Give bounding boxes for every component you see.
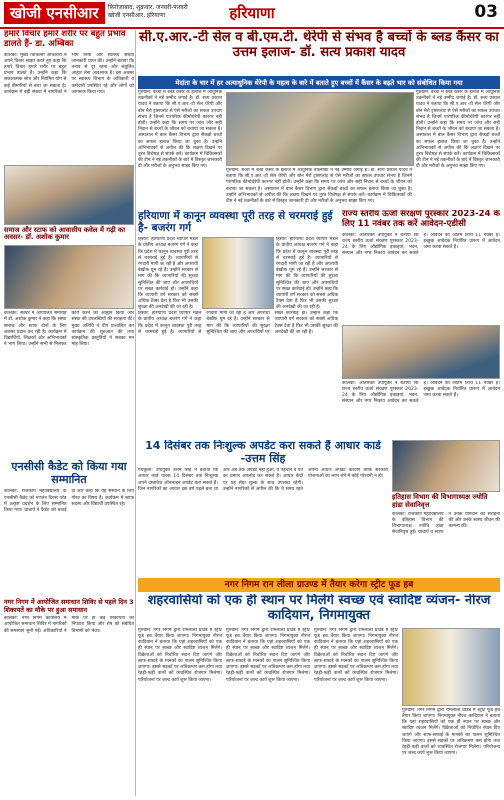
article-headline: नगर निगम में आयोजित समाधान शिविर से पहले दिन 3 शिकायतें का मौके पर हुआ समाधान xyxy=(4,598,134,614)
article-body: कालका: सेक्टर में आयोजित समारोह में डॉ. अशोक कुमार ने कहा कि संस्था समाज और स्टाफ दोनों के लिए अवसर प्रदान कर रही है। कार्यक्रम में विद्यार्थियों, शिक्षकों और अभिभावकों ने भाग लिया। उन्होंने सभी से मिलकर कार्य करने का आह्वान किया और संस्था की उपलब्धियों की सराहना की। मुख्य अतिथि ने दीप प्रज्वलित कर कार्यक्रम की शुरुआत की तथा सांस्कृतिक प्रस्तुतियों ने सबका मन मोह लिया। xyxy=(4,311,134,348)
article-body: कालका: अतिरिक्त उपायुक्त ने बताया कि राज्य स्तरीय ऊर्जा संरक्षण पुरस्कार 2023-24 के लिए औद्योगिक इकाइयां, भवन, संस्थान और नगर निकाय आवेदन कर सकते हैं। आवेदन की अंतिम तिथि 11 नवंबर है। इच्छुक आवेदक निर्धारित प्रारूप में आवेदन जमा करवा सकते हैं। xyxy=(342,380,500,405)
article-body: हिसार: हरियाणा प्रदेश व्यापार मंडल के प्रांतीय अध्यक्ष बजरंग गर्ग ने कहा कि प्रदेश में कानून व्यवस्था पूरी तरह से चरमराई हुई है। व्यापारियों से रंगदारी मांगी जा रही है और अपराधी बेखौफ घूम रहे हैं। उन्होंने सरकार से मांग की कि व्यापारियों की सुरक्षा सुनिश्चित की जाए और अपराधियों पर सख्त कार्रवाई हो। उन्होंने कहा कि व्यापारी वर्ग सरकार को सबसे अधिक टैक्स देता है फिर भी उसकी सुरक्षा की अनदेखी की जा रही है। xyxy=(276,237,338,311)
article-body: कालका: राजकीय महाविद्यालय के इतिहास विभाग की विभागाध्यक्ष ज्योति हांडा सेवानिवृत्त हुईं। प्राचार्य व स्टाफ ने उनके योगदान की सराहना की और उनके स्वस्थ जीवन की कामना की। xyxy=(392,511,500,536)
story-law-order xyxy=(138,210,338,438)
article-headline: इतिहास विभाग की विभागाध्यक्ष ज्योति हांडा सेवानिवृत्त xyxy=(392,493,488,509)
food-hub-photo xyxy=(402,628,500,706)
section-title: हरियाणा xyxy=(229,4,275,22)
article-body: कालका: नगर निगम कार्यालय में आयोजित समाधान शिविर में नागरिकों की समस्याएं सुनी गईं। अधिकारियों ने मौके पर ही कई शिकायतों का निपटारा किया और शेष को संबंधित विभागों को भेजा। xyxy=(4,616,134,634)
top-story-headline-block xyxy=(138,30,500,76)
article-body: गुरुग्राम: बच्चों में ब्लड कैंसर के इलाज में आधुनिक तकनीकों ने नई उम्मीद जगाई है। डॉ. सत्य प्रकाश यादव ने बताया कि सी.ए.आर.-टी सेल थेरेपी और बोन मैरो ट्रांसप्लांट से ऐसे मरीजों का सफल उपचार संभव है जिनमें पारंपरिक कीमोथेरेपी कारगर नहीं होती। उन्होंने कहा कि समय पर जांच और सही निदान से बच्चों के जीवन को बचाया जा सकता है। अस्पताल में बाल कैंसर विभाग द्वारा सैकड़ों बच्चों का सफल इलाज किया जा चुका है। उन्होंने अभिभावकों से अपील की कि लक्षण दिखने पर तुरंत विशेषज्ञ से संपर्क करें। कार्यक्रम में चिकित्सकों की टीम ने नई तकनीकों के बारे में विस्तृत जानकारी दी और मरीजों के अनुभव साझा किए गए। xyxy=(138,90,222,170)
article-body: हिसार: हरियाणा प्रदेश व्यापार मंडल के प्रांतीय अध्यक्ष बजरंग गर्ग ने कहा कि प्रदेश में कानून व्यवस्था पूरी तरह से चरमराई हुई है। व्यापारियों से रंगदारी मांगी जा रही है और अपराधी बेखौफ घूम रहे हैं। उन्होंने सरकार से मांग की कि व्यापारियों की सुरक्षा सुनिश्चित की जाए और अपराधियों पर सख्त कार्रवाई हो। उन्होंने कहा कि व्यापारी वर्ग सरकार को सबसे अधिक टैक्स देता है फिर भी उसकी सुरक्षा की अनदेखी की जा रही है। xyxy=(138,311,338,335)
portrait-photo xyxy=(202,237,274,309)
article-body: हिसार: हरियाणा प्रदेश व्यापार मंडल के प्रांतीय अध्यक्ष बजरंग गर्ग ने कहा कि प्रदेश में कानून व्यवस्था पूरी तरह से चरमराई हुई है। व्यापारियों से रंगदारी मांगी जा रही है और अपराधी बेखौफ घूम रहे हैं। उन्होंने सरकार से मांग की कि व्यापारियों की सुरक्षा सुनिश्चित की जाए और अपराधियों पर सख्त कार्रवाई हो। उन्होंने कहा कि व्यापारी वर्ग सरकार को सबसे अधिक टैक्स देता है फिर भी उसकी सुरक्षा की अनदेखी की जा रही है। xyxy=(138,237,198,311)
article-body: कालका: मुख्य चिकित्सा अधिकारी ने अपने विचार साझा करते हुए कहा कि हमारे विचार हमारे शरीर पर बहुत प्रभाव डालते हैं। उन्होंने कहा कि सकारात्मक सोच और नियमित योग से कई बीमारियों से बचा जा सकता है। कार्यक्रम में बड़ी संख्या में नागरिकों ने भाग लिया और स्वास्थ्य संबंधी जानकारी प्राप्त की। उन्होंने बताया कि तनाव से दूर रहना और संतुलित आहार लेना आवश्यक है। इस अवसर पर स्वास्थ्य विभाग के अधिकारी व कर्मचारी उपस्थित रहे और लोगों को जागरूक किया गया। xyxy=(4,52,134,95)
newspaper-brand: खोजी एनसीआर xyxy=(4,2,105,24)
story-aadhaar-update xyxy=(138,440,388,574)
column-divider xyxy=(135,30,136,796)
article-body: गुरुग्राम: नगर निगम द्वारा रामलीला ग्राउंड में स्ट्रीट फूड हब तैयार किया जाएगा। निगमायुक्त नीरज कादियान ने बताया कि यहां शहरवासियों को एक ही स्थान पर स्वच्छ और स्वादिष्ट व्यंजन मिलेंगे। विक्रेताओं को निर्धारित स्थान दिए जाएंगे और साफ-सफाई के मानकों का पालन सुनिश्चित किया जाएगा। इससे सड़कों पर अतिक्रमण कम होगा तथा रेहड़ी-फड़ी वालों को व्यवस्थित रोजगार मिलेगा। परियोजना पर जल्द कार्य शुरू किया जाएगा। xyxy=(402,707,500,757)
story-street-food xyxy=(138,594,500,796)
page-number: 03 xyxy=(474,2,498,22)
street-food-strip: नगर निगम रान लीला ग्राउण्ड में तैयार करेगा स्ट्रीट फूड हब xyxy=(138,578,500,592)
article-body: गुरुग्राम: नगर निगम द्वारा रामलीला ग्राउंड में स्ट्रीट फूड हब तैयार किया जाएगा। निगमायुक्त नीरज कादियान ने बताया कि यहां शहरवासियों को एक ही स्थान पर स्वच्छ और स्वादिष्ट व्यंजन मिलेंगे। विक्रेताओं को निर्धारित स्थान दिए जाएंगे और साफ-सफाई के मानकों का पालन सुनिश्चित किया जाएगा। इससे सड़कों पर अतिक्रमण कम होगा तथा रेहड़ी-फड़ी वालों को व्यवस्थित रोजगार मिलेगा। परियोजना पर जल्द कार्य शुरू किया जाएगा। xyxy=(226,627,310,683)
meta-line: खोजी एनसीआर, हरियाणा xyxy=(108,12,166,19)
article-body: पंचकूला: उपायुक्त उत्तम सिंह ने बताया कि आधार कार्ड धारक 14 दिसंबर तक निःशुल्क अपने दस्तावेज ऑनलाइन अपडेट करा सकते हैं। जिन नागरिकों का आधार दस वर्ष पहले बना था और अब तक अपडेट नहीं हुआ, वे पहचान व पते का प्रमाण अपलोड कर सकते हैं। आधार केंद्रों पर यह सेवा शुल्क के साथ उपलब्ध रहेगी। उन्होंने नागरिकों से अपील की कि वे समय रहते अपना आधार अपडेट करवाएं ताकि सरकारी योजनाओं का लाभ लेने में कोई परेशानी न हो। xyxy=(138,468,388,492)
article-body: गुरुग्राम: नगर निगम द्वारा रामलीला ग्राउंड में स्ट्रीट फूड हब तैयार किया जाएगा। निगमायुक्त नीरज कादियान ने बताया कि यहां शहरवासियों को एक ही स्थान पर स्वच्छ और स्वादिष्ट व्यंजन मिलेंगे। विक्रेताओं को निर्धारित स्थान दिए जाएंगे और साफ-सफाई के मानकों का पालन सुनिश्चित किया जाएगा। इससे सड़कों पर अतिक्रमण कम होगा तथा रेहड़ी-फड़ी वालों को व्यवस्थित रोजगार मिलेगा। परियोजना पर जल्द कार्य शुरू किया जाएगा। xyxy=(314,627,398,683)
top-story-body-block xyxy=(138,90,500,208)
article-body: गुरुग्राम: बच्चों में ब्लड कैंसर के इलाज में आधुनिक तकनीकों ने नई उम्मीद जगाई है। डॉ. सत्य प्रकाश यादव ने बताया कि सी.ए.आर.-टी सेल थेरेपी और बोन मैरो ट्रांसप्लांट से ऐसे मरीजों का सफल उपचार संभव है जिनमें पारंपरिक कीमोथेरेपी कारगर नहीं होती। उन्होंने कहा कि समय पर जांच और सही निदान से बच्चों के जीवन को बचाया जा सकता है। अस्पताल में बाल कैंसर विभाग द्वारा सैकड़ों बच्चों का सफल इलाज किया जा चुका है। उन्होंने अभिभावकों से अपील की कि लक्षण दिखने पर तुरंत विशेषज्ञ से संपर्क करें। कार्यक्रम में चिकित्सकों की टीम ने नई तकनीकों के बारे में विस्तृत जानकारी दी और मरीजों के अनुभव साझा किए गए। xyxy=(226,168,412,205)
article-body: गुरुग्राम: बच्चों में ब्लड कैंसर के इलाज में आधुनिक तकनीकों ने नई उम्मीद जगाई है। डॉ. सत्य प्रकाश यादव ने बताया कि सी.ए.आर.-टी सेल थेरेपी और बोन मैरो ट्रांसप्लांट से ऐसे मरीजों का सफल उपचार संभव है जिनमें पारंपरिक कीमोथेरेपी कारगर नहीं होती। उन्होंने कहा कि समय पर जांच और सही निदान से बच्चों के जीवन को बचाया जा सकता है। अस्पताल में बाल कैंसर विभाग द्वारा सैकड़ों बच्चों का सफल इलाज किया जा चुका है। उन्होंने अभिभावकों से अपील की कि लक्षण दिखने पर तुरंत विशेषज्ञ से संपर्क करें। कार्यक्रम में चिकित्सकों की टीम ने नई तकनीकों के बारे में विस्तृत जानकारी दी और मरीजों के अनुभव साझा किए गए। xyxy=(416,90,500,170)
event-photo xyxy=(4,245,134,309)
article-headline: शहरवासियों को एक ही स्थान पर मिलेंगे स्वच्छ एवं स्वादिष्ट व्यंजन- नीरज कादियान, निगमायुक्त xyxy=(147,594,491,623)
article-body: कालका: अतिरिक्त उपायुक्त ने बताया कि राज्य स्तरीय ऊर्जा संरक्षण पुरस्कार 2023-24 के लिए औद्योगिक इकाइयां, भवन, संस्थान और नगर निकाय आवेदन कर सकते हैं। आवेदन की अंतिम तिथि 11 नवंबर है। इच्छुक आवेदक निर्धारित प्रारूप में आवेदन जमा करवा सकते हैं। xyxy=(342,232,500,257)
story-energy-award xyxy=(342,210,500,438)
story-retirement xyxy=(392,440,500,574)
article-headline: हमारे विचार हमारे शरीर पर बहुत प्रभाव डालते हैं- डा. अम्बिका xyxy=(4,30,126,49)
press-conference-photo xyxy=(226,92,414,166)
article-body: गुरुग्राम: नगर निगम द्वारा रामलीला ग्राउंड में स्ट्रीट फूड हब तैयार किया जाएगा। निगमायुक्त नीरज कादियान ने बताया कि यहां शहरवासियों को एक ही स्थान पर स्वच्छ और स्वादिष्ट व्यंजन मिलेंगे। विक्रेताओं को निर्धारित स्थान दिए जाएंगे और साफ-सफाई के मानकों का पालन सुनिश्चित किया जाएगा। इससे सड़कों पर अतिक्रमण कम होगा तथा रेहड़ी-फड़ी वालों को व्यवस्थित रोजगार मिलेगा। परियोजना पर जल्द कार्य शुरू किया जाएगा। xyxy=(138,627,222,683)
event-photo xyxy=(342,325,500,379)
event-photo xyxy=(4,165,134,225)
article-headline: समाज और स्टाफ को आवासीय कवेल में गढ़ी का अवसर- डॉ. अशोक कुमार xyxy=(4,225,126,242)
article-headline: हरियाणा में कानून व्यवस्था पूरी तरह से चरमराई हुई है- बजरंग गर्ग xyxy=(138,210,333,235)
retirement-photo xyxy=(392,440,500,492)
article-headline: राज्य स्तरीय ऊर्जा संरक्षण पुरस्कार 2023-24 के लिए 11 नवंबर तक करें आवेदन-एडीसी xyxy=(342,210,500,229)
left-column xyxy=(4,30,134,796)
lead-headline: सी.ए.आर.-टी सेल व बी.एम.टी. थेरेपी से संभव है बच्चों के ब्लड कैंसर का उत्तम इलाज- डॉ. सत्य प्रकाश यादव xyxy=(139,30,499,61)
masthead xyxy=(0,0,504,29)
article-body: कालका: राजकीय महाविद्यालय के एनसीसी कैडेट को गणतंत्र दिवस परेड में उत्कृष्ट प्रदर्शन के लिए सम्मानित किया गया। प्राचार्य ने कैडेट को बधाई दी और कहा कि यह संस्थान के लिए गौरव का विषय है। कार्यक्रम में स्टाफ सदस्य और विद्यार्थी उपस्थित रहे। xyxy=(4,489,134,514)
article-headline: एनसीसी कैडेट को किया गया सम्मानित xyxy=(11,460,127,486)
lead-subheadline-banner: मेदांता के चार में हर अत्याधुनिक थेरेपी के महत्व के बारे में बताते हुए बच्चों में कैंसर के बढ़ते भार को संबोधित किया गया xyxy=(138,76,500,89)
meta-line: फ़िरोज़ाबाद, शुक्रवार, जनवरी-फरवरी xyxy=(108,4,188,11)
article-headline: 14 दिसंबर तक निःशुल्क अपडेट करा सकते हैं आधार कार्ड -उत्तम सिंह xyxy=(145,440,381,465)
